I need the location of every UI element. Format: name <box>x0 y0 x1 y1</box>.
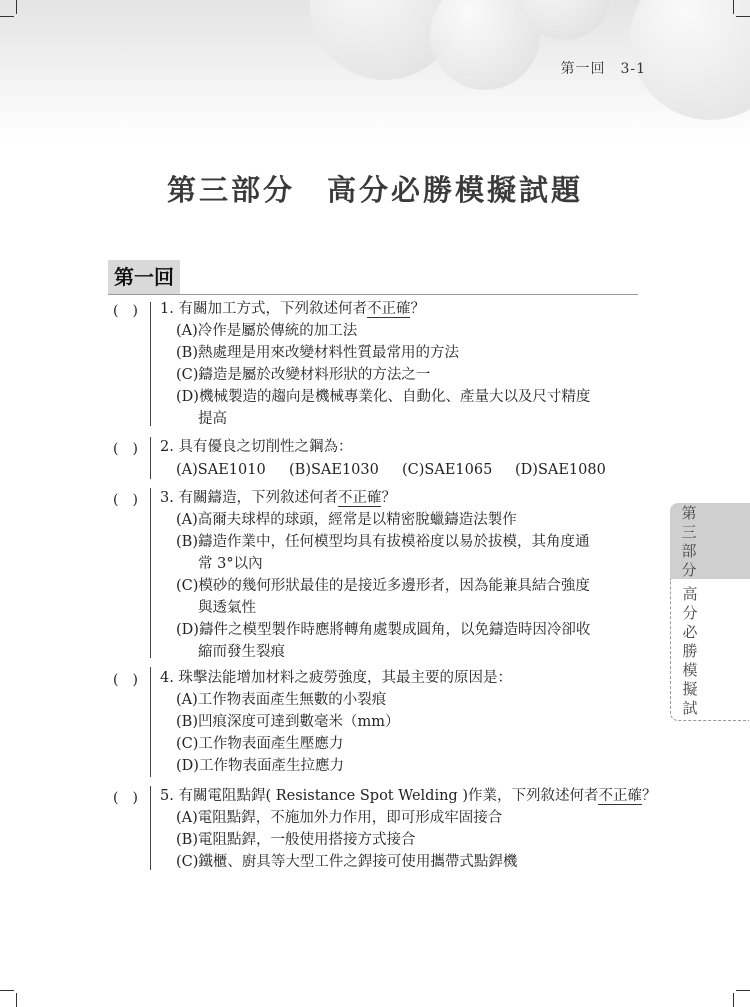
round-label: 第一回 <box>108 260 180 294</box>
question-3-option-c: (C)模砂的幾何形狀最佳的是接近多邊形者，因為能兼具結合強度 <box>176 578 590 594</box>
side-tab-section <box>670 579 749 721</box>
question-5-option-a: (A)電阻點銲，不施加外力作用，即可形成牢固接合 <box>176 810 503 826</box>
question-4-option-c: (C)工作物表面產生壓應力 <box>176 736 344 752</box>
question-1-option-d-continued: 提高 <box>198 411 227 427</box>
answer-blank[interactable]: ( ) <box>113 790 138 806</box>
answer-blank[interactable]: ( ) <box>113 672 138 688</box>
crop-mark <box>736 16 750 17</box>
question-2-options <box>176 459 628 481</box>
emphasis-underline: 不正確 <box>337 490 382 506</box>
emphasis-underline: 不正確 <box>598 788 642 804</box>
question-5-option-b: (B)電阻點銲，一般使用搭接方式接合 <box>176 832 416 848</box>
question-1-option-b: (B)熱處理是用來改變材料性質最常用的方法 <box>176 345 459 361</box>
question-5-stem: 5. 有關電阻點銲( Resistance Spot Welding )作業，下列敘述何者不正確？ <box>160 788 657 804</box>
crop-mark <box>733 0 734 14</box>
answer-column-rule <box>150 488 151 658</box>
answer-column-rule <box>150 667 151 777</box>
question-3-stem: 3. 有關鑄造，下列敘述何者不正確？ <box>160 490 396 506</box>
question-3-option-b-continued: 常 3°以內 <box>198 556 263 572</box>
question-3-option-d-continued: 縮而發生裂痕 <box>198 644 285 660</box>
crop-mark <box>736 990 750 991</box>
emphasis-underline: 不正確 <box>366 301 411 317</box>
question-2-option-d: (D)SAE1080 <box>515 462 606 478</box>
page-title: 第三部分 高分必勝模擬試題 <box>166 173 583 207</box>
side-tab-part <box>670 503 750 579</box>
question-1-stem: 1. 有關加工方式，下列敘述何者不正確？ <box>160 301 425 317</box>
question-1-option-a: (A)冷作是屬於傳統的加工法 <box>176 323 358 339</box>
question-3-option-b: (B)鑄造作業中，任何模型均具有拔模裕度以易於拔模，其角度通 <box>176 534 590 550</box>
answer-blank[interactable]: ( ) <box>113 303 138 319</box>
divider <box>108 294 638 295</box>
question-4-option-a: (A)工作物表面產生無數的小裂痕 <box>176 692 387 708</box>
crop-mark <box>733 993 734 1007</box>
answer-blank[interactable]: ( ) <box>113 441 138 457</box>
question-2-option-c: (C)SAE1065 <box>402 462 493 478</box>
question-3-option-a: (A)高爾夫球桿的球頭，經常是以精密脫蠟鑄造法製作 <box>176 512 517 528</box>
question-2-option-a: (A)SAE1010 <box>176 462 266 478</box>
decorative-bubble <box>630 0 750 120</box>
question-1-option-c: (C)鑄造是屬於改變材料形狀的方法之一 <box>176 367 431 383</box>
question-3-option-c-continued: 與透氣性 <box>198 600 256 616</box>
crop-mark <box>16 993 17 1007</box>
answer-column-rule <box>150 786 151 870</box>
section-side-tab <box>670 503 750 720</box>
question-4-stem: 4. 珠擊法能增加材料之疲勞強度，其最主要的原因是： <box>160 670 512 686</box>
question-3-option-d: (D)鑄件之模型製作時應將轉角處製成圓角，以免鑄造時因冷卻收 <box>176 622 591 638</box>
crop-mark <box>16 0 17 14</box>
side-tab-section-label: 高 分 必 勝 模 擬 試 <box>682 585 698 717</box>
answer-column-rule <box>150 437 151 479</box>
answer-column-rule <box>150 302 151 426</box>
question-4-option-d: (D)工作物表面產生拉應力 <box>176 758 344 774</box>
crop-mark <box>0 16 14 17</box>
side-tab-part-label: 第 三 部 分 <box>681 504 697 579</box>
question-2-stem: 2. 具有優良之切削性之鋼為： <box>160 439 353 455</box>
question-5-option-c: (C)鐵櫃、廚具等大型工件之銲接可使用攜帶式點銲機 <box>176 854 518 870</box>
question-2-option-b: (B)SAE1030 <box>289 462 379 478</box>
crop-mark <box>0 990 14 991</box>
running-header: 第一回 3-1 <box>560 61 646 77</box>
answer-blank[interactable]: ( ) <box>113 492 138 508</box>
question-1-option-d: (D)機械製造的趨向是機械專業化、自動化、產量大以及尺寸精度 <box>176 389 591 405</box>
question-4-option-b: (B)凹痕深度可達到數毫米（mm） <box>176 714 400 730</box>
